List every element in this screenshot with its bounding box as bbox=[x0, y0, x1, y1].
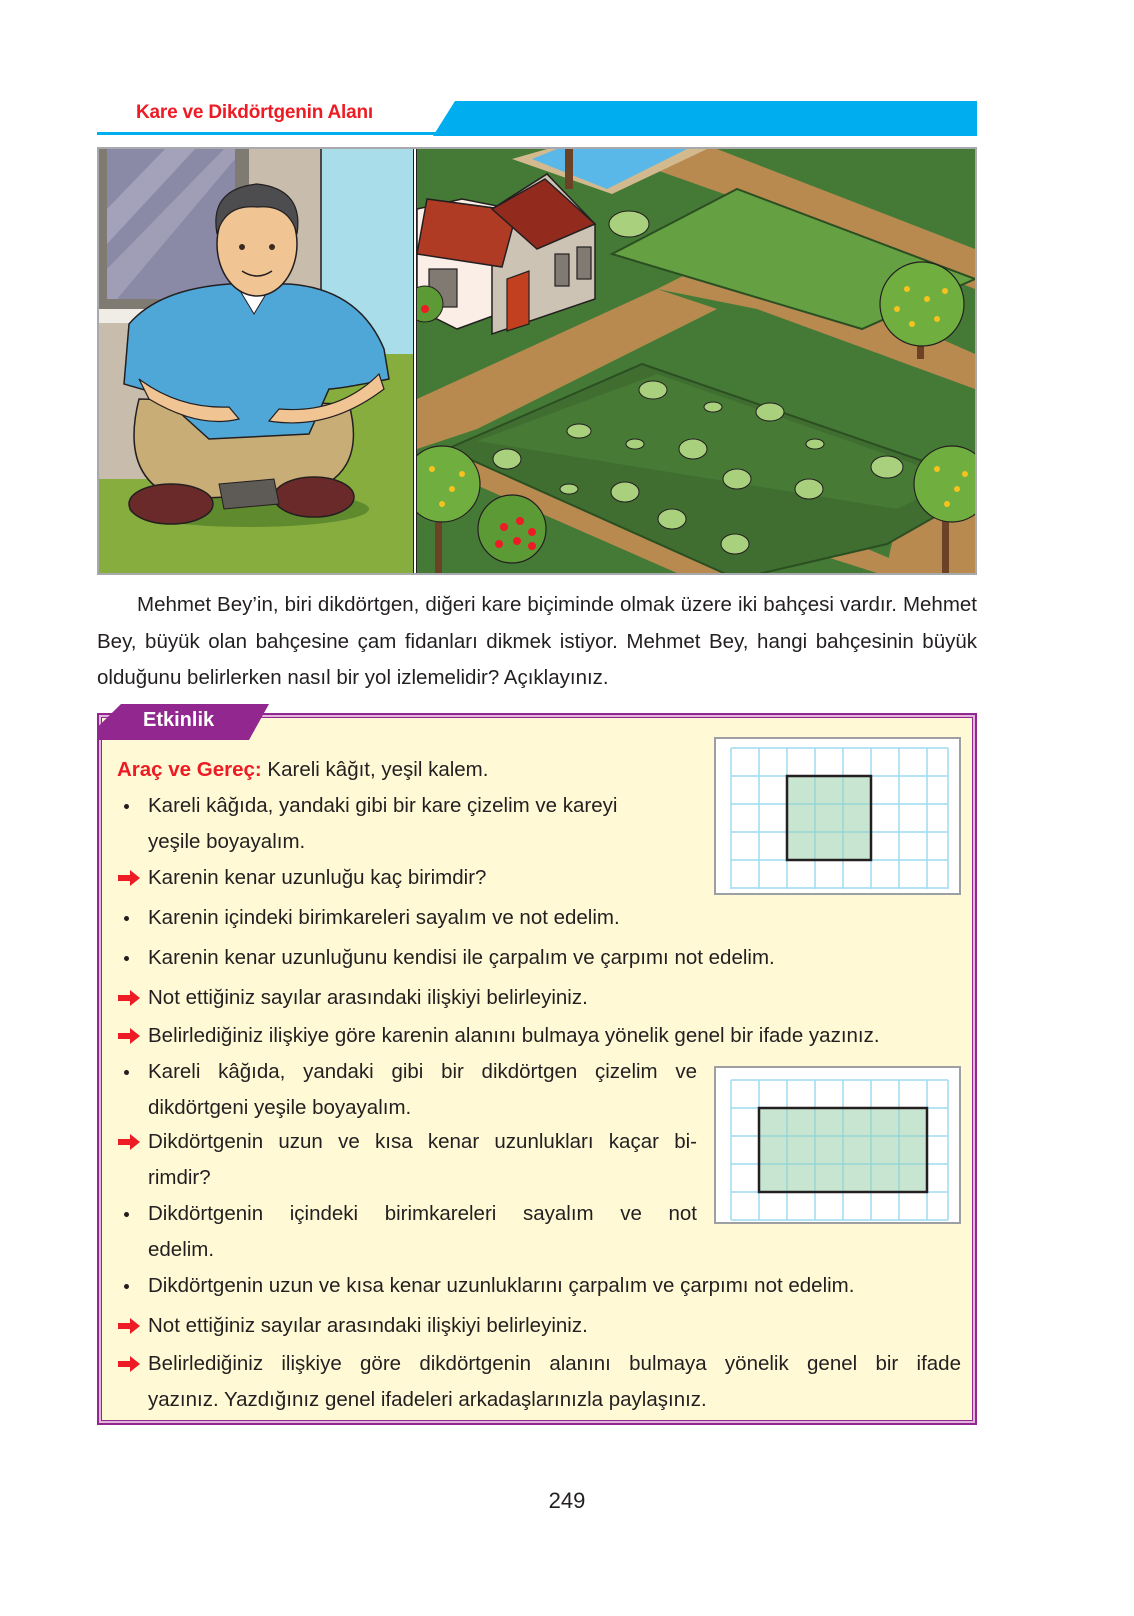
activity-tab-label: Etkinlik bbox=[143, 709, 215, 731]
list-item: Dikdörtgenin içindeki birimkareleri sayalım ve not edelim. bbox=[117, 1196, 697, 1268]
bullet-icon bbox=[117, 900, 143, 936]
arrow-right-icon bbox=[117, 860, 143, 896]
header-underline bbox=[97, 132, 457, 135]
arrow-right-icon bbox=[117, 1018, 143, 1054]
list-item: Kareli kâğıda, yandaki gibi bir kare çizelim ve kareyi yeşile boyayalım. bbox=[117, 788, 707, 860]
arrow-right-icon bbox=[117, 1346, 143, 1382]
bullet-icon bbox=[117, 1268, 143, 1304]
arrow-right-icon bbox=[117, 1124, 143, 1160]
man-sitting-illustration bbox=[99, 149, 413, 573]
section-title: Kare ve Dikdörtgenin Alanı bbox=[136, 102, 373, 123]
arrow-right-icon bbox=[117, 1308, 143, 1344]
list-item: Kareli kâğıda, yandaki gibi bir dikdörtgen çizelim ve dikdörtgeni yeşile boyayalım. bbox=[117, 1054, 697, 1126]
tools-line bbox=[117, 752, 488, 788]
intro-paragraph: Mehmet Bey’in, biri dikdörtgen, diğeri kare biçiminde olmak üzere iki bahçesi vardır. Mehmet Bey, büyük olan bahçesine çam fidanları dikmek istiyor. Mehmet Bey, hangi bahçesinin büyük olduğunu belirlerken nasıl bir yol izlemelidir? Açıklayınız. bbox=[97, 593, 977, 689]
tools-value: Kareli kâğıt, yeşil kalem. bbox=[261, 758, 489, 781]
bullet-icon bbox=[117, 940, 143, 976]
header-accent-bar bbox=[433, 101, 977, 136]
bullet-icon bbox=[117, 1196, 143, 1232]
tools-label: Araç ve Gereç: bbox=[117, 758, 262, 781]
list-item: Belirlediğiniz ilişkiye göre dikdörtgenin alanını bulmaya yönelik genel bir ifade yazınız. Yazdığınız genel ifadeleri arkadaşlarınızla paylaşınız. bbox=[117, 1346, 963, 1418]
rectangle-grid-figure bbox=[714, 1066, 961, 1224]
page-number: 249 bbox=[548, 1488, 586, 1513]
garden-illustration bbox=[417, 149, 975, 573]
section-header bbox=[97, 99, 977, 136]
list-item: Dikdörtgenin uzun ve kısa kenar uzunlukları kaçar bi- rimdir? bbox=[117, 1124, 697, 1196]
arrow-right-icon bbox=[117, 980, 143, 1016]
bullet-icon bbox=[117, 788, 143, 824]
illustration bbox=[97, 147, 977, 575]
bullet-icon bbox=[117, 1054, 143, 1090]
square-grid-figure bbox=[714, 737, 961, 895]
